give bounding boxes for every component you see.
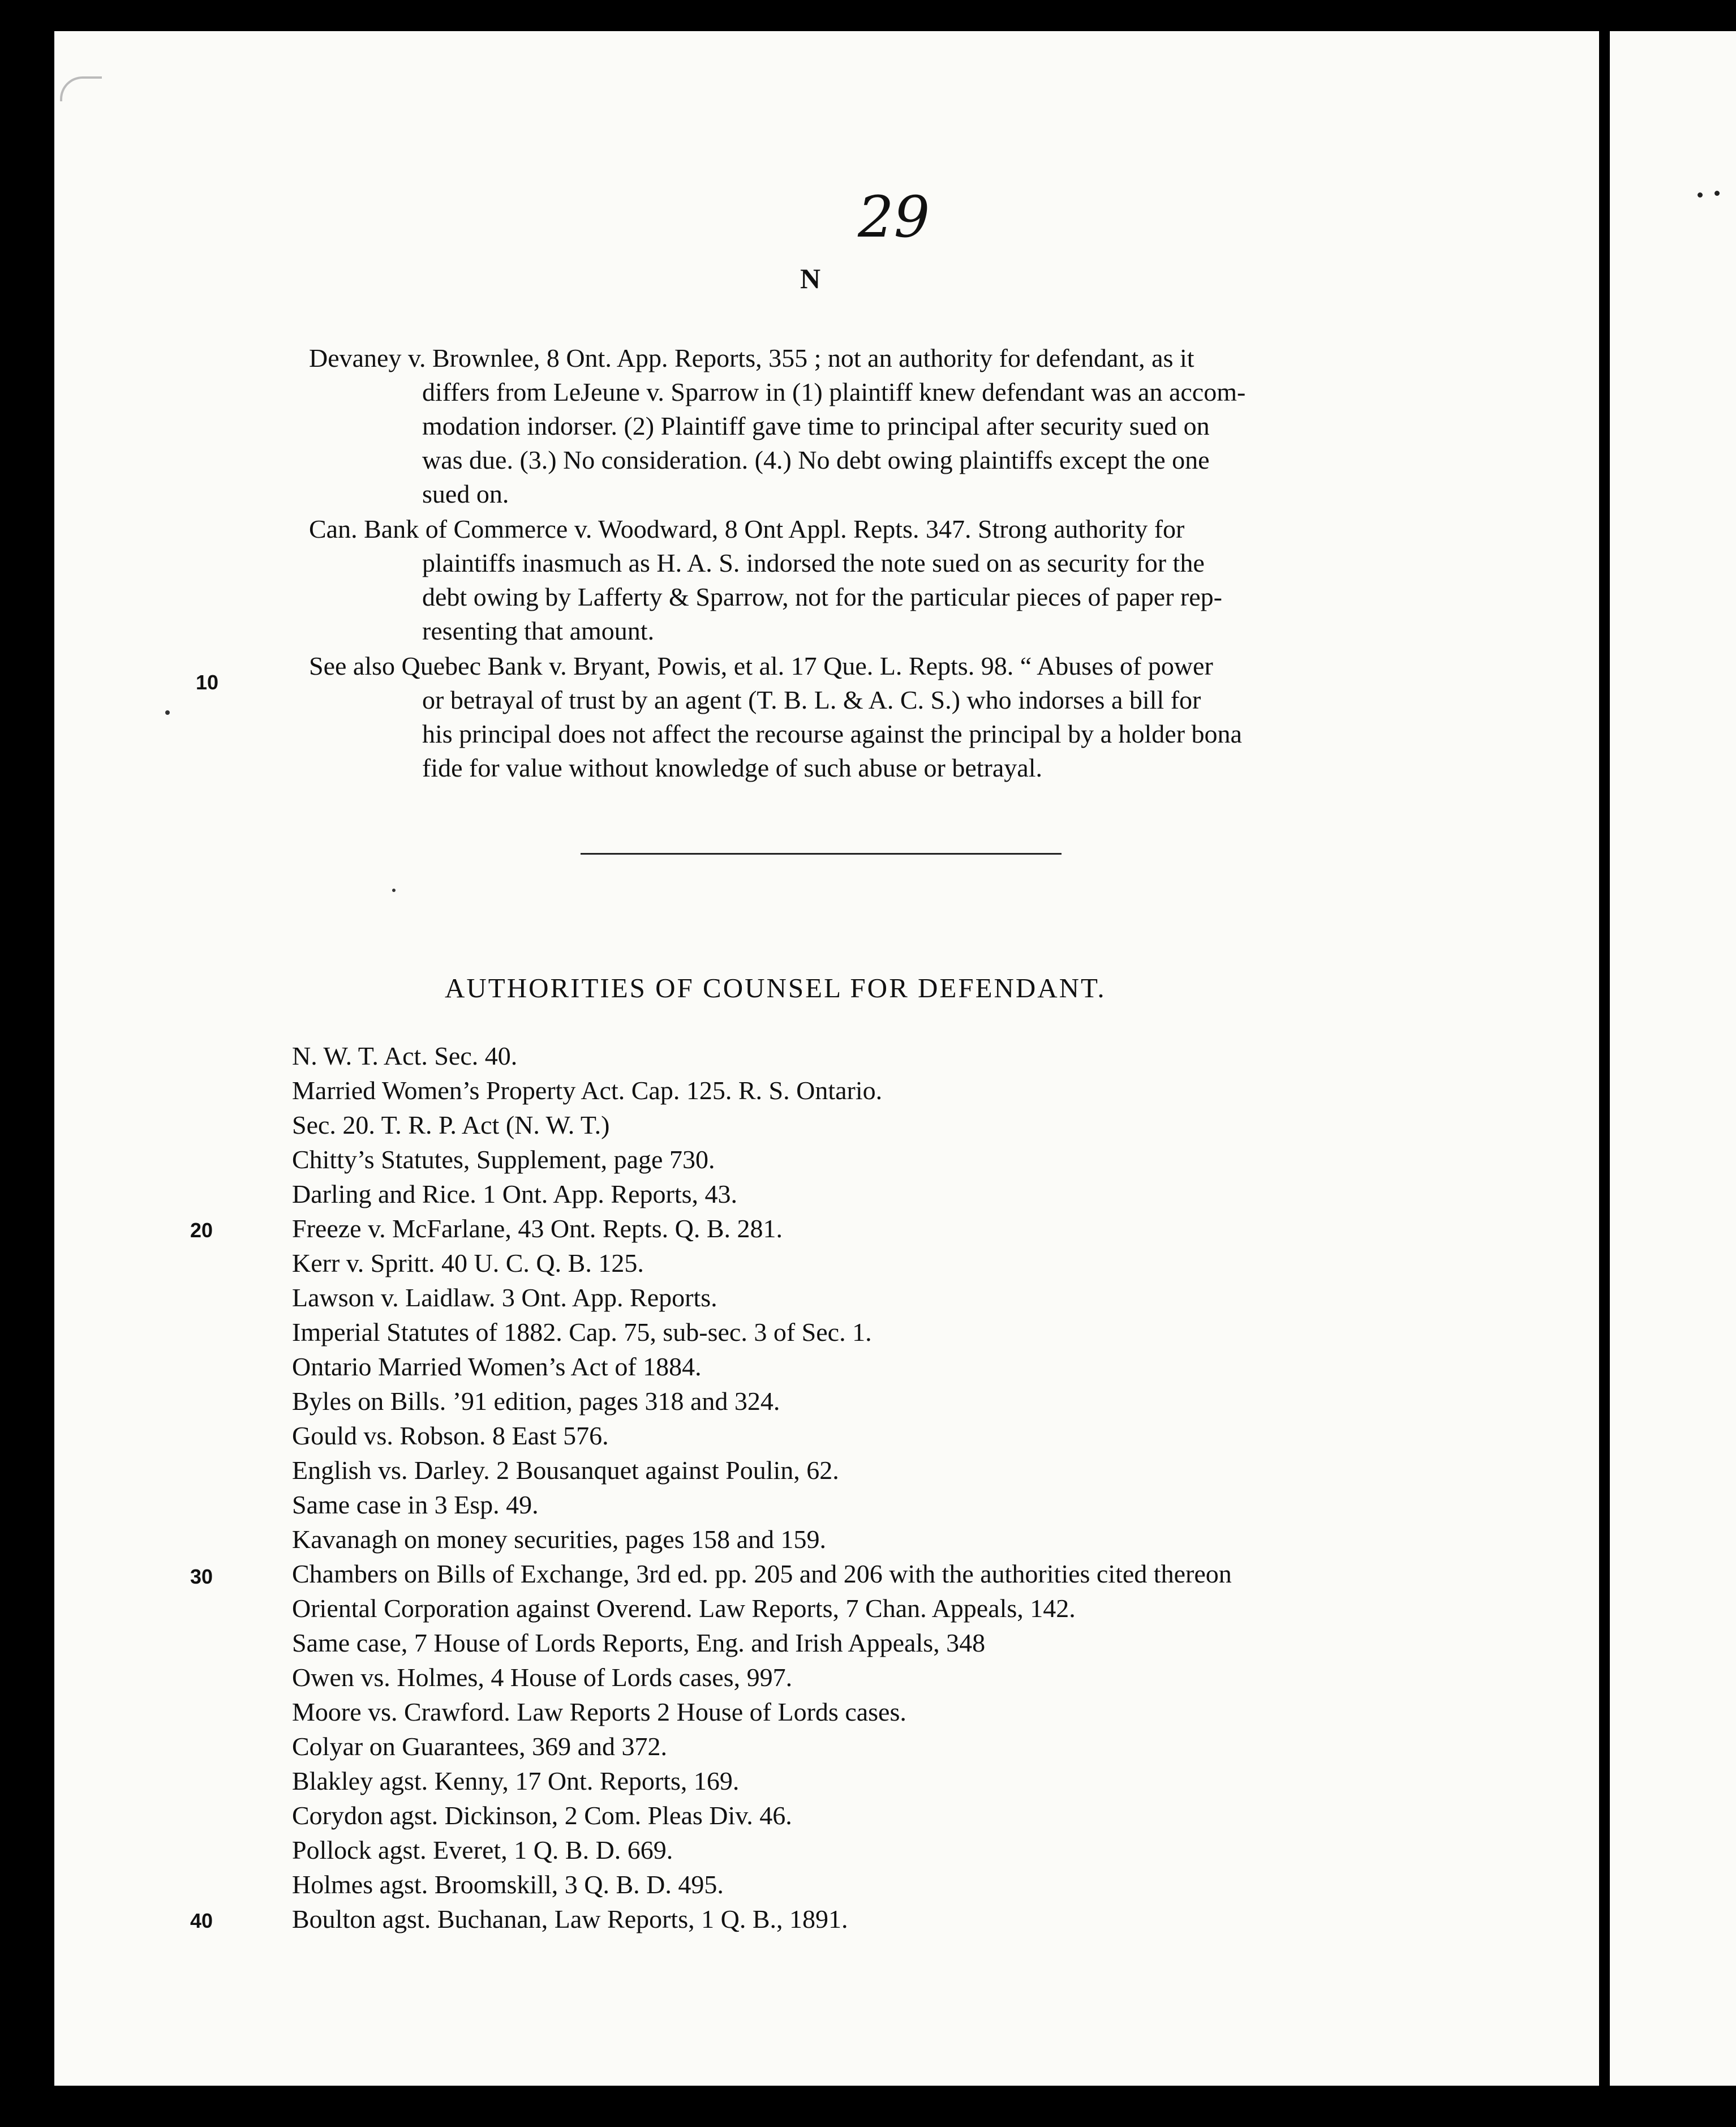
authority-item: Same case in 3 Esp. 49. xyxy=(292,1490,539,1519)
citation-entry xyxy=(309,649,1480,785)
entry-line: Can. Bank of Commerce v. Woodward, 8 Ont Appl. Repts. 347. Strong authority for xyxy=(309,514,1185,543)
entry-line: fide for value without knowledge of such abuse or betrayal. xyxy=(422,753,1042,782)
authority-item: Lawson v. Laidlaw. 3 Ont. App. Reports. xyxy=(292,1283,717,1312)
entry-line: modation indorser. (2) Plaintiff gave time to principal after security sued on xyxy=(422,411,1210,440)
entry-line: Devaney v. Brownlee, 8 Ont. App. Reports, 355 ; not an authority for defendant, as it xyxy=(309,344,1194,372)
speck xyxy=(392,889,396,892)
line-number: 40 xyxy=(190,1909,213,1932)
authority-item: Gould vs. Robson. 8 East 576. xyxy=(292,1421,609,1450)
stamp-mark: N xyxy=(800,263,821,294)
entry-line: resenting that amount. xyxy=(422,616,655,645)
speck xyxy=(165,710,170,715)
authority-item: Same case, 7 House of Lords Reports, Eng. and Irish Appeals, 348 xyxy=(292,1628,986,1657)
authority-item: Pollock agst. Everet, 1 Q. B. D. 669. xyxy=(292,1836,673,1864)
citation-entry xyxy=(309,341,1480,511)
authority-item: Imperial Statutes of 1882. Cap. 75, sub-sec. 3 of Sec. 1. xyxy=(292,1318,872,1346)
entry-line: was due. (3.) No consideration. (4.) No debt owing plaintiffs except the one xyxy=(422,445,1210,474)
authority-item: N. W. T. Act. Sec. 40. xyxy=(292,1041,518,1070)
authority-item: Colyar on Guarantees, 369 and 372. xyxy=(292,1732,668,1761)
authority-item: Kerr v. Spritt. 40 U. C. Q. B. 125. xyxy=(292,1249,644,1277)
section-divider xyxy=(581,853,1062,855)
speck xyxy=(1698,192,1703,198)
authority-item: Married Women’s Property Act. Cap. 125. R. S. Ontario. xyxy=(292,1076,883,1105)
authority-item: Chambers on Bills of Exchange, 3rd ed. pp. 205 and 206 with the authorities cited thereon xyxy=(292,1559,1232,1588)
entry-line: differs from LeJeune v. Sparrow in (1) plaintiff knew defendant was an accom- xyxy=(422,378,1246,406)
authority-item: Kavanagh on money securities, pages 158 and 159. xyxy=(292,1525,827,1554)
page-number: 29 xyxy=(858,184,930,250)
authority-item: English vs. Darley. 2 Bousanquet against Poulin, 62. xyxy=(292,1456,839,1485)
authority-item: Byles on Bills. ’91 edition, pages 318 and 324. xyxy=(292,1387,780,1416)
authority-item: Holmes agst. Broomskill, 3 Q. B. D. 495. xyxy=(292,1870,724,1899)
authority-item: Owen vs. Holmes, 4 House of Lords cases, 997. xyxy=(292,1663,793,1692)
entry-line: plaintiffs inasmuch as H. A. S. indorsed the note sued on as security for the xyxy=(422,548,1205,577)
entry-line: or betrayal of trust by an agent (T. B. L. & A. C. S.) who indorses a bill for xyxy=(422,685,1201,714)
authority-item: Boulton agst. Buchanan, Law Reports, 1 Q. B., 1891. xyxy=(292,1905,848,1933)
authority-item: Ontario Married Women’s Act of 1884. xyxy=(292,1352,702,1381)
section-heading: AUTHORITIES OF COUNSEL FOR DEFENDANT. xyxy=(445,972,1106,1004)
entry-line: debt owing by Lafferty & Sparrow, not for the particular pieces of paper rep- xyxy=(422,582,1222,611)
authority-item: Moore vs. Crawford. Law Reports 2 House of Lords cases. xyxy=(292,1697,906,1726)
authority-item: Chitty’s Statutes, Supplement, page 730. xyxy=(292,1145,715,1174)
line-number: 10 xyxy=(196,671,219,694)
authority-item: Freeze v. McFarlane, 43 Ont. Repts. Q. B. 281. xyxy=(292,1214,783,1243)
document-page xyxy=(54,31,1599,2086)
authorities-list xyxy=(292,1039,1232,1936)
page-corner-curl xyxy=(60,76,102,101)
authority-item: Blakley agst. Kenny, 17 Ont. Reports, 169. xyxy=(292,1766,740,1795)
authority-item: Oriental Corporation against Overend. Law Reports, 7 Chan. Appeals, 142. xyxy=(292,1594,1076,1623)
entry-line: his principal does not affect the recourse against the principal by a holder bona xyxy=(422,719,1242,748)
authority-item: Corydon agst. Dickinson, 2 Com. Pleas Div. 46. xyxy=(292,1801,792,1830)
authority-item: Sec. 20. T. R. P. Act (N. W. T.) xyxy=(292,1110,610,1139)
line-number: 30 xyxy=(190,1565,213,1588)
line-number: 20 xyxy=(190,1219,213,1242)
citation-entry xyxy=(309,512,1480,648)
speck xyxy=(1714,191,1720,196)
entry-line: See also Quebec Bank v. Bryant, Powis, et al. 17 Que. L. Repts. 98. “ Abuses of power xyxy=(309,651,1213,680)
adjacent-page-edge xyxy=(1610,31,1736,2086)
entry-line: sued on. xyxy=(422,479,509,508)
authority-item: Darling and Rice. 1 Ont. App. Reports, 43. xyxy=(292,1180,738,1208)
